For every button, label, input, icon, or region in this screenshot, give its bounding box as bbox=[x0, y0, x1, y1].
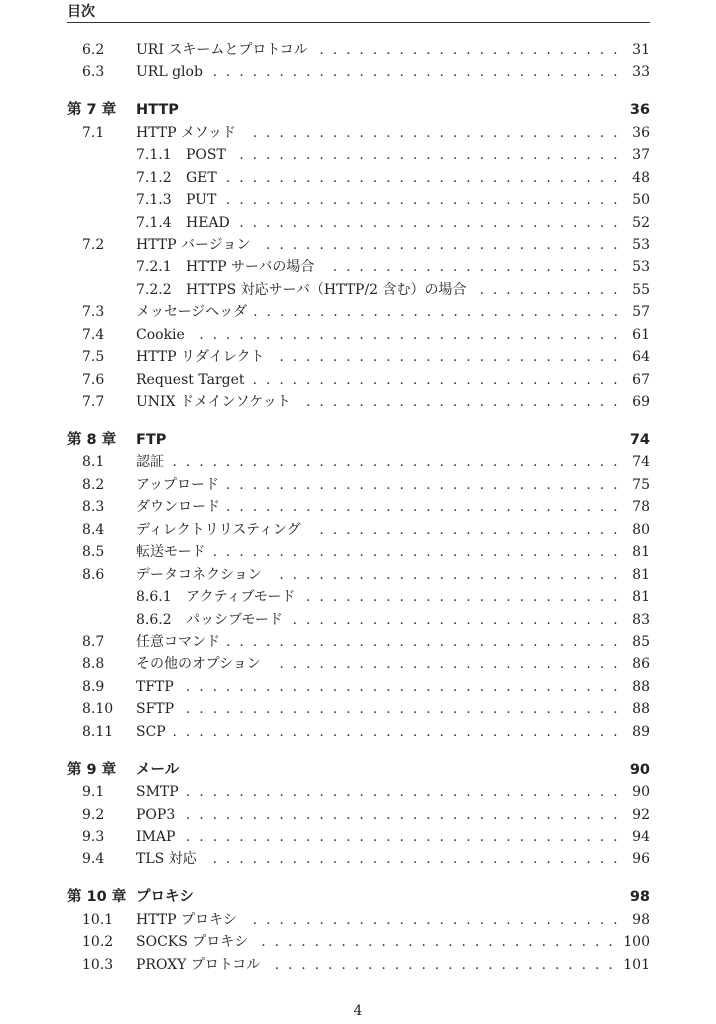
entry-page-number: 81 bbox=[632, 566, 650, 583]
dot-leader: . . . . . . . . . . . . . . . . . . . . . . . . . . . . . . . . . bbox=[185, 806, 622, 823]
entry-page-number: 53 bbox=[632, 259, 650, 276]
entry-page-number: 37 bbox=[632, 147, 650, 164]
dot-leader: . . . . . . . . . . . . . . . . . . . . . . bbox=[332, 259, 622, 276]
dot-leader: . . . . . . . . . . . . . . . . . . . . . . . . . . . . bbox=[252, 911, 622, 928]
entry-number: 8.5 bbox=[82, 544, 105, 561]
toc-section-entry[interactable] bbox=[67, 519, 650, 541]
dot-leader: . . . . . . . . . . . . . . . . . . . . . . . . . . . . bbox=[252, 371, 622, 388]
entry-title: HTTP プロキシ bbox=[136, 911, 237, 928]
entry-number: 8.3 bbox=[82, 499, 105, 516]
entry-title: HTTP サーバの場合 bbox=[186, 259, 315, 276]
entry-page-number: 36 bbox=[629, 102, 650, 119]
dot-leader: . . . . . . . . . . . . . . . . . . . . . . . . . . bbox=[279, 656, 622, 673]
entry-page-number: 57 bbox=[632, 304, 650, 321]
toc-chapter-entry[interactable] bbox=[67, 99, 650, 121]
entry-number: 8.6 bbox=[82, 566, 105, 583]
entry-page-number: 88 bbox=[632, 678, 650, 695]
entry-page-number: 88 bbox=[632, 701, 650, 718]
dot-leader: . . . . . . . . . . . . . . . . . . . . . . . . . . . . . . bbox=[225, 192, 622, 209]
entry-number: 9.4 bbox=[82, 851, 105, 868]
entry-number: 8.7 bbox=[82, 633, 105, 650]
entry-title: HTTP メソッド bbox=[136, 124, 236, 141]
entry-number: 7.1.1 bbox=[136, 147, 172, 164]
entry-number: 8.6.1 bbox=[136, 589, 172, 606]
toc-section-entry[interactable] bbox=[67, 631, 650, 653]
entry-title: 転送モード bbox=[136, 544, 206, 561]
toc-section-entry[interactable] bbox=[67, 61, 650, 83]
toc-section-entry[interactable] bbox=[67, 931, 650, 953]
entry-title: SMTP bbox=[136, 784, 179, 801]
toc-section-entry[interactable] bbox=[67, 346, 650, 368]
entry-page-number: 89 bbox=[632, 723, 650, 740]
dot-leader: . . . . . . . . . . . . . . . . . . . . . . . . . . . . . . . . . bbox=[185, 828, 622, 845]
dot-leader: . . . . . . . . . . . . . . . . . . . . . . . . bbox=[306, 589, 622, 606]
dot-leader: . . . . . . . . . . . . . . . . . . . . . . . . . . . . . . bbox=[226, 499, 623, 516]
dot-leader: . . . . . . . . . . . . . . . . . . . . . . . . . . bbox=[279, 566, 622, 583]
dot-leader: . . . . . . . . . . . . . . . . . . . . . . . . . . . . . . . bbox=[212, 851, 622, 868]
entry-number: 7.1.4 bbox=[136, 214, 172, 231]
entry-page-number: 96 bbox=[632, 851, 650, 868]
entry-number: 第 8 章 bbox=[67, 432, 117, 448]
toc-section-entry[interactable] bbox=[67, 676, 650, 698]
dot-leader: . . . . . . . . . . . . . . . . . . . . . . . . . . bbox=[279, 349, 622, 366]
toc-chapter-entry[interactable] bbox=[67, 759, 650, 781]
entry-number: 第 7 章 bbox=[67, 102, 117, 119]
toc-section-entry[interactable] bbox=[67, 954, 650, 976]
entry-page-number: 33 bbox=[632, 64, 650, 81]
dot-leader: . . . . . . . . . . . . . . . . . . . . . . . bbox=[319, 42, 622, 58]
entry-page-number: 80 bbox=[632, 521, 650, 538]
entry-number: 8.2 bbox=[82, 476, 105, 493]
entry-number: 8.10 bbox=[82, 701, 114, 718]
table-of-contents bbox=[67, 39, 650, 976]
toc-subsection-entry[interactable] bbox=[67, 586, 650, 608]
entry-number: 7.1.2 bbox=[136, 169, 172, 186]
toc-section-entry[interactable] bbox=[67, 909, 650, 931]
toc-section-entry[interactable] bbox=[67, 122, 650, 144]
toc-section-entry[interactable] bbox=[67, 826, 650, 848]
entry-number: 8.8 bbox=[82, 656, 105, 673]
dot-leader: . . . . . . . . . . . . . . . . . . . . . . . . . . . . . bbox=[239, 147, 622, 164]
entry-page-number: 52 bbox=[632, 214, 650, 231]
entry-number: 第 10 章 bbox=[67, 889, 127, 906]
toc-section-entry[interactable] bbox=[67, 698, 650, 720]
entry-title: ダウンロード bbox=[136, 499, 220, 516]
entry-page-number: 50 bbox=[632, 192, 650, 209]
toc-section-entry[interactable] bbox=[67, 781, 650, 803]
toc-section-entry[interactable] bbox=[67, 541, 650, 563]
entry-number: 8.4 bbox=[82, 521, 105, 538]
entry-title: PROXY プロトコル bbox=[136, 956, 261, 973]
dot-leader: . . . . . . . . . . . . . . . . . . . . . . . . . . . . . . . . . . bbox=[172, 454, 622, 471]
entry-title: その他のオプション bbox=[136, 656, 261, 673]
entry-page-number: 90 bbox=[629, 761, 650, 778]
entry-page-number: 98 bbox=[632, 911, 650, 928]
entry-title: HTTP bbox=[136, 102, 179, 119]
dot-leader: . . . . . . . . . . . bbox=[479, 281, 622, 298]
entry-number: 7.4 bbox=[82, 326, 105, 343]
entry-title: メール bbox=[136, 761, 180, 778]
toc-subsection-entry[interactable] bbox=[67, 167, 650, 189]
entry-number: 8.1 bbox=[82, 454, 105, 471]
dot-leader: . . . . . . . . . . . . . . . . . . . . . . . . . . bbox=[274, 956, 618, 973]
dot-leader: . . . . . . . . . . . . . . . . . . . . . . . . . . . . . . . . . . bbox=[172, 723, 622, 740]
dot-leader: . . . . . . . . . . . . . . . . . . . . . . . . bbox=[306, 394, 622, 411]
entry-number: 9.1 bbox=[82, 784, 105, 801]
entry-page-number: 98 bbox=[629, 889, 650, 906]
entry-page-number: 86 bbox=[632, 656, 650, 673]
toc-chapter-entry[interactable] bbox=[67, 429, 650, 451]
entry-number: 7.2.2 bbox=[136, 281, 172, 298]
toc-section-entry[interactable] bbox=[67, 721, 650, 743]
toc-section-entry[interactable] bbox=[67, 234, 650, 256]
entry-title: IMAP bbox=[136, 828, 176, 845]
entry-number: 7.1 bbox=[82, 124, 105, 141]
entry-title: SCP bbox=[136, 723, 166, 740]
toc-section-entry[interactable] bbox=[67, 804, 650, 826]
dot-leader: . . . . . . . . . . . . . . . . . . . . . . . . . . . . . . . bbox=[212, 544, 622, 561]
entry-page-number: 81 bbox=[632, 544, 650, 561]
dot-leader: . . . . . . . . . . . . . . . . . . . . . . . . . . . . . . bbox=[225, 169, 622, 186]
toc-section-entry[interactable] bbox=[67, 301, 650, 323]
entry-page-number: 83 bbox=[632, 611, 650, 628]
entry-number: 7.5 bbox=[82, 349, 105, 366]
entry-title: SFTP bbox=[136, 701, 175, 718]
dot-leader: . . . . . . . . . . . . . . . . . . . . . . . bbox=[319, 521, 622, 538]
entry-page-number: 74 bbox=[629, 432, 650, 448]
toc-subsection-entry[interactable] bbox=[67, 144, 650, 166]
entry-page-number: 69 bbox=[632, 394, 650, 411]
entry-title: UNIX ドメインソケット bbox=[136, 394, 291, 411]
entry-page-number: 53 bbox=[632, 237, 650, 253]
toc-section-entry[interactable] bbox=[67, 564, 650, 586]
entry-number: 10.3 bbox=[82, 956, 114, 973]
toc-section-entry[interactable] bbox=[67, 369, 650, 391]
entry-title: 認証 bbox=[136, 454, 164, 471]
entry-page-number: 55 bbox=[632, 281, 650, 298]
entry-title: FTP bbox=[136, 432, 167, 448]
entry-number: 6.3 bbox=[82, 64, 105, 81]
entry-title: Request Target bbox=[136, 371, 245, 388]
entry-title: TLS 対応 bbox=[136, 851, 197, 868]
dot-leader: . . . . . . . . . . . . . . . . . . . . . . . . . . . . . . . bbox=[212, 64, 622, 81]
entry-title: URL glob bbox=[136, 64, 203, 81]
entry-number: 8.6.2 bbox=[136, 611, 172, 628]
dot-leader: . . . . . . . . . . . . . . . . . . . . . . . . . . . . . . . . . bbox=[185, 678, 622, 695]
entry-title: TFTP bbox=[136, 678, 174, 695]
toc-section-entry[interactable] bbox=[67, 451, 650, 473]
entry-number: 10.1 bbox=[82, 911, 114, 928]
entry-page-number: 81 bbox=[632, 589, 650, 606]
entry-page-number: 61 bbox=[632, 326, 650, 343]
toc-section-entry[interactable] bbox=[67, 391, 650, 413]
header-rule bbox=[67, 22, 650, 23]
entry-number: 7.2 bbox=[82, 237, 105, 253]
dot-leader: . . . . . . . . . . . . . . . . . . . . . . . . . . . bbox=[265, 237, 622, 253]
entry-title: アクティブモード bbox=[186, 589, 296, 606]
entry-title: GET bbox=[186, 169, 217, 186]
entry-title: HTTP バージョン bbox=[136, 237, 251, 253]
entry-title: 任意コマンド bbox=[136, 633, 220, 650]
entry-title: プロキシ bbox=[136, 889, 194, 906]
entry-title: パッシブモード bbox=[186, 611, 283, 628]
entry-number: 9.2 bbox=[82, 806, 105, 823]
entry-title: Cookie bbox=[136, 326, 185, 343]
entry-title: SOCKS プロキシ bbox=[136, 934, 249, 951]
entry-number: 7.3 bbox=[82, 304, 105, 321]
toc-section-entry[interactable] bbox=[67, 653, 650, 675]
entry-number: 9.3 bbox=[82, 828, 105, 845]
toc-subsection-entry[interactable] bbox=[67, 279, 650, 301]
entry-page-number: 90 bbox=[632, 784, 650, 801]
entry-page-number: 64 bbox=[632, 349, 650, 366]
entry-number: 第 9 章 bbox=[67, 761, 117, 778]
entry-number: 8.9 bbox=[82, 678, 105, 695]
dot-leader: . . . . . . . . . . . . . . . . . . . . . . . . . . . . bbox=[253, 304, 623, 321]
entry-number: 7.7 bbox=[82, 394, 105, 411]
entry-page-number: 101 bbox=[623, 956, 650, 973]
toc-subsection-entry[interactable] bbox=[67, 609, 650, 631]
running-header-title: 目次 bbox=[67, 4, 95, 20]
toc-chapter-entry[interactable] bbox=[67, 886, 650, 908]
entry-number: 7.6 bbox=[82, 371, 105, 388]
page-number: 4 bbox=[353, 1003, 363, 1019]
toc-section-entry[interactable] bbox=[67, 324, 650, 346]
entry-number: 7.2.1 bbox=[136, 259, 172, 276]
entry-page-number: 36 bbox=[632, 124, 650, 141]
entry-title: HTTP リダイレクト bbox=[136, 349, 265, 366]
entry-page-number: 67 bbox=[632, 371, 650, 388]
toc-section-entry[interactable] bbox=[67, 474, 650, 496]
entry-title: データコネクション bbox=[136, 566, 262, 583]
dot-leader: . . . . . . . . . . . . . . . . . . . . . . . . . . . . . . . . . bbox=[185, 701, 622, 718]
dot-leader: . . . . . . . . . . . . . . . . . . . . . . . . . . . . . . . . . bbox=[185, 784, 622, 801]
toc-section-entry[interactable] bbox=[67, 496, 650, 518]
entry-title: POST bbox=[186, 147, 226, 164]
dot-leader: . . . . . . . . . . . . . . . . . . . . . . . . . . . . bbox=[252, 124, 622, 141]
entry-title: URI スキームとプロトコル bbox=[136, 42, 308, 58]
entry-page-number: 75 bbox=[632, 476, 650, 493]
toc-subsection-entry[interactable] bbox=[67, 256, 650, 278]
dot-leader: . . . . . . . . . . . . . . . . . . . . . . . . . . . . . bbox=[239, 214, 622, 231]
toc-section-entry[interactable] bbox=[67, 848, 650, 870]
entry-title: HEAD bbox=[186, 214, 230, 231]
entry-page-number: 74 bbox=[632, 454, 650, 471]
entry-title: PUT bbox=[186, 192, 217, 209]
entry-title: POP3 bbox=[136, 806, 176, 823]
entry-page-number: 31 bbox=[632, 42, 650, 58]
dot-leader: . . . . . . . . . . . . . . . . . . . . . . . . . . . bbox=[261, 934, 618, 951]
entry-page-number: 78 bbox=[632, 499, 650, 516]
entry-page-number: 85 bbox=[632, 633, 650, 650]
entry-page-number: 100 bbox=[623, 934, 650, 951]
dot-leader: . . . . . . . . . . . . . . . . . . . . . . . . . . . . . . bbox=[226, 633, 623, 650]
entry-number: 7.1.3 bbox=[136, 192, 172, 209]
entry-title: メッセージヘッダ bbox=[136, 304, 248, 321]
entry-number: 6.2 bbox=[82, 42, 105, 58]
entry-number: 10.2 bbox=[82, 934, 114, 951]
toc-subsection-entry[interactable] bbox=[67, 212, 650, 234]
entry-number: 8.11 bbox=[82, 723, 114, 740]
entry-page-number: 92 bbox=[632, 806, 650, 823]
entry-page-number: 94 bbox=[632, 828, 650, 845]
entry-title: HTTPS 対応サーバ（HTTP/2 含む）の場合 bbox=[186, 281, 467, 298]
dot-leader: . . . . . . . . . . . . . . . . . . . . . . . . . bbox=[292, 611, 622, 628]
dot-leader: . . . . . . . . . . . . . . . . . . . . . . . . . . . . . . bbox=[225, 476, 622, 493]
dot-leader: . . . . . . . . . . . . . . . . . . . . . . . . . . . . . . . . bbox=[199, 326, 622, 343]
toc-section-entry[interactable] bbox=[67, 39, 650, 61]
entry-title: アップロード bbox=[136, 476, 220, 493]
toc-subsection-entry[interactable] bbox=[67, 189, 650, 211]
entry-title: ディレクトリリスティング bbox=[136, 521, 301, 538]
entry-page-number: 48 bbox=[632, 169, 650, 186]
